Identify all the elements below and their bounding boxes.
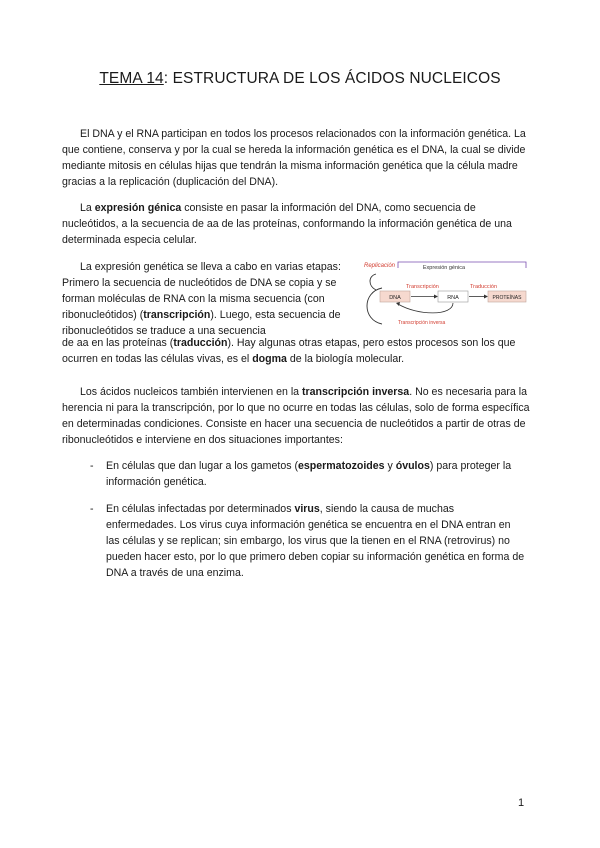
b1-text-a: En células que dan lugar a los gametos ( [106, 460, 298, 472]
b1-bold-ovulos: óvulos [395, 460, 430, 472]
label-transcripcion: Transcripción [406, 284, 439, 290]
b1-text-c: ) para proteger la información genética. [106, 460, 512, 488]
p4-bold: transcripción inversa [302, 386, 410, 398]
arrow-inversa [398, 303, 453, 313]
p3-bold-dogma: dogma [252, 353, 287, 365]
bullet-text-gametos [106, 458, 526, 490]
paragraph-etapas-cont [62, 335, 532, 367]
label-rna: RNA [447, 295, 459, 301]
label-inversa: Transcripción inversa [398, 320, 446, 326]
paragraph-etapas [62, 259, 354, 339]
b2-text-b: , siendo la causa de muchas enfermedades. Los virus cuya información genética se encuentra en el DNA entran en las células y se replican; sin embargo, los virus que la tienen en el RNA (retrovirus) no pueden hacer esto, por lo que primero deben copiar su información genética en forma de DNA a través de una enzima. [106, 503, 525, 579]
paragraph-transcripcion-inversa [62, 384, 532, 448]
p3-bold-transcripcion: transcripción [143, 309, 211, 321]
p3-text-e: de la biología molecular. [286, 353, 405, 365]
p3-bold-traduccion: traducción [173, 337, 228, 349]
paragraph-intro: El DNA y el RNA participan en todos los procesos relacionados con la información genética. La que contiene, conserva y por la cual se hereda la información genética es el DNA, la cual se divide mediante mitosis en células hijas que tendrán la misma información genética que la célula madre gracias a la replicación (duplicación del DNA). [62, 128, 526, 188]
p3-text-d: ). Hay algunas otras etapas, pero estos procesos son los que ocurren en todas las células vivas, es el [62, 337, 516, 365]
label-traduccion: Traducción [470, 284, 498, 290]
b2-bold-virus: virus [294, 503, 320, 515]
label-expresion: Expresión génica [422, 265, 466, 271]
p3-text-c: de aa en las proteínas ( [62, 337, 174, 349]
label-dna: DNA [389, 295, 401, 301]
p4-text-b: . No es necesaria para la herencia ni para la transcripción, por lo que no ocurre en todas las células, solo de forma específica en determinadas condiciones. Consiste en hacer una secuencia de nucleótidos a partir de otras de ribonucleótidos e interviene en dos situaciones importantes: [62, 386, 530, 446]
p2-text-b: consiste en pasar la información del DNA, como secuencia de nucleótidos, a la secuencia de aa de las proteínas, conformando la información genética de una determinada especia celular. [62, 202, 512, 246]
arrowhead-inversa [396, 302, 400, 306]
bullet-text-virus [106, 501, 526, 581]
b1-bold-espermatozoides: espermatozoides [297, 460, 385, 472]
p3-text-a: La expresión genética se lleva a cabo en varias etapas: Primero la secuencia de nucleótidos de DNA se copia y se forman moléculas de RNA con la misma secuencia (con ribonucleótidos) ( [62, 261, 341, 321]
p2-bold: expresión génica [94, 202, 182, 214]
title-rest: : ESTRUCTURA DE LOS ÁCIDOS NUCLEICOS [163, 70, 501, 87]
paragraph-expresion-genica [62, 200, 532, 248]
arrowhead-dna-rna [434, 295, 438, 299]
bullet-dash: - [90, 503, 94, 515]
arrow-replicacion-top [370, 274, 376, 290]
bullet-dash: - [90, 460, 94, 472]
page-title [0, 70, 600, 88]
label-replicacion: Replicación [364, 263, 396, 269]
title-tema: TEMA 14 [99, 70, 164, 87]
page-number: 1 [518, 797, 525, 809]
b2-text-a: En células infectadas por determinados [106, 503, 295, 515]
b1-text-b: y [384, 460, 396, 472]
arrowhead-rna-proteinas [484, 295, 488, 299]
p3-text-b: ). Luego, esta secuencia de ribonucleótidos se traduce a una secuencia [62, 309, 341, 337]
p4-text-a: Los ácidos nucleicos también intervienen en la [80, 386, 303, 398]
dogma-svg [358, 258, 530, 338]
label-proteinas: PROTEÍNAS [492, 295, 522, 301]
p2-text-a: La [80, 202, 95, 214]
central-dogma-diagram [358, 258, 530, 338]
